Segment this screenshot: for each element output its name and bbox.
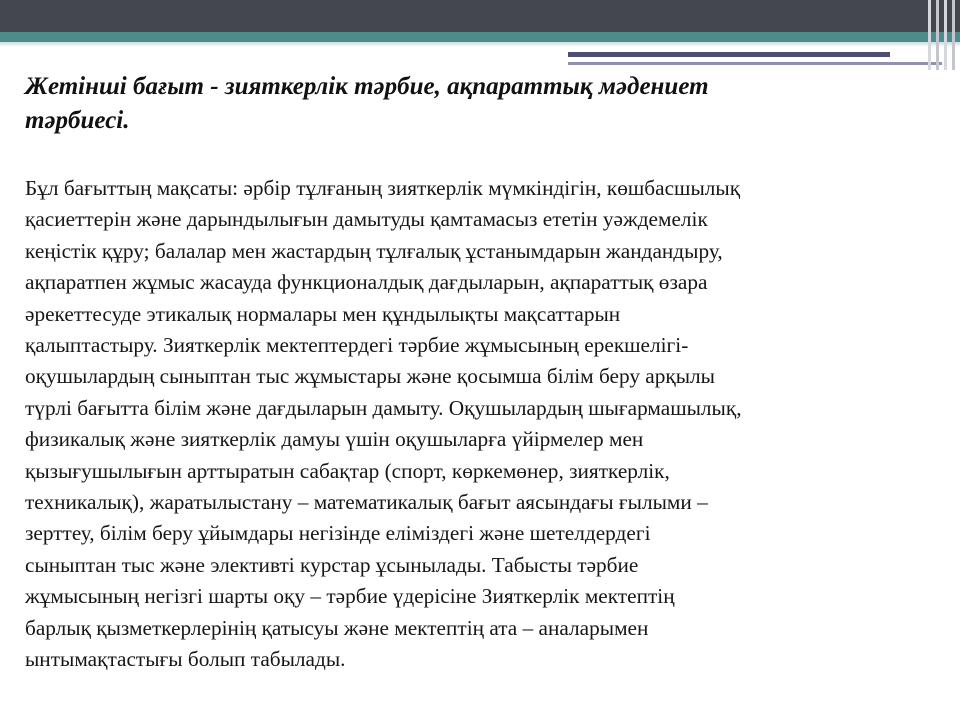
- slide-body-text: [25, 173, 937, 676]
- corner-strip: [928, 0, 931, 70]
- accent-line-light: [568, 62, 942, 65]
- slide-title-line: Жетінші бағыт - зияткерлік тәрбие, ақпараттық мәдениет: [25, 73, 709, 100]
- header-teal-band: [0, 32, 960, 42]
- corner-decoration: [926, 0, 960, 70]
- body-line: физикалық және зияткерлік дамуы үшін оқушыларға үйірмелер мен: [25, 427, 644, 452]
- body-line: ынтымақтастығы болып табылады.: [25, 647, 346, 672]
- body-line: кеңістік құру; балалар мен жастардың тұлғалық ұстанымдарын жандандыру,: [25, 238, 723, 263]
- body-line: қызығушылығын арттыратын сабақтар (спорт, көркемөнер, зияткерлік,: [25, 458, 670, 483]
- accent-line-dark: [568, 52, 890, 57]
- body-line: сыныптан тыс және элективті курстар ұсынылады. Табысты тәрбие: [25, 552, 639, 577]
- body-line: Бұл бағыттың мақсаты: әрбір тұлғаның зияткерлік мүмкіндігін, көшбасшылық: [25, 176, 741, 200]
- header-dark-band: [0, 0, 960, 32]
- body-line: ақпаратпен жұмыс жасауда функционалдық дағдыларын, ақпараттық өзара: [25, 270, 708, 295]
- body-line: қалыптастыру. Зияткерлік мектептердегі тәрбие жұмысының ерекшелігі-: [25, 333, 689, 358]
- corner-strip: [944, 0, 947, 70]
- corner-strip: [936, 0, 939, 70]
- body-line: барлық қызметкерлерінің қатысуы және мектептің ата – аналарымен: [25, 615, 649, 640]
- slide-title-line: тәрбиесі.: [25, 107, 130, 134]
- corner-strip: [952, 0, 955, 70]
- body-line: жұмысының негізгі шарты оқу – тәрбие үдерісіне Зияткерлік мектептің: [25, 584, 675, 609]
- header-teal-fade: [0, 42, 960, 47]
- body-line: қасиеттерін және дарындылығын дамытуды қамтамасыз ететін уәждемелік: [25, 207, 708, 232]
- body-line: зерттеу, білім беру ұйымдары негізінде еліміздегі және шетелдердегі: [25, 521, 651, 546]
- body-line: техникалық), жаратылыстану – математикалық бағыт аясындағы ғылыми –: [25, 490, 708, 515]
- slide-title: [25, 70, 925, 138]
- body-line: оқушылардың сыныптан тыс жұмыстары және қосымша білім беру арқылы: [25, 364, 715, 389]
- body-line: әрекеттесуде этикалық нормалары мен құндылықты мақсаттарын: [25, 301, 621, 326]
- body-line: түрлі бағытта білім және дағдыларын дамыту. Оқушылардың шығармашылық,: [25, 395, 742, 420]
